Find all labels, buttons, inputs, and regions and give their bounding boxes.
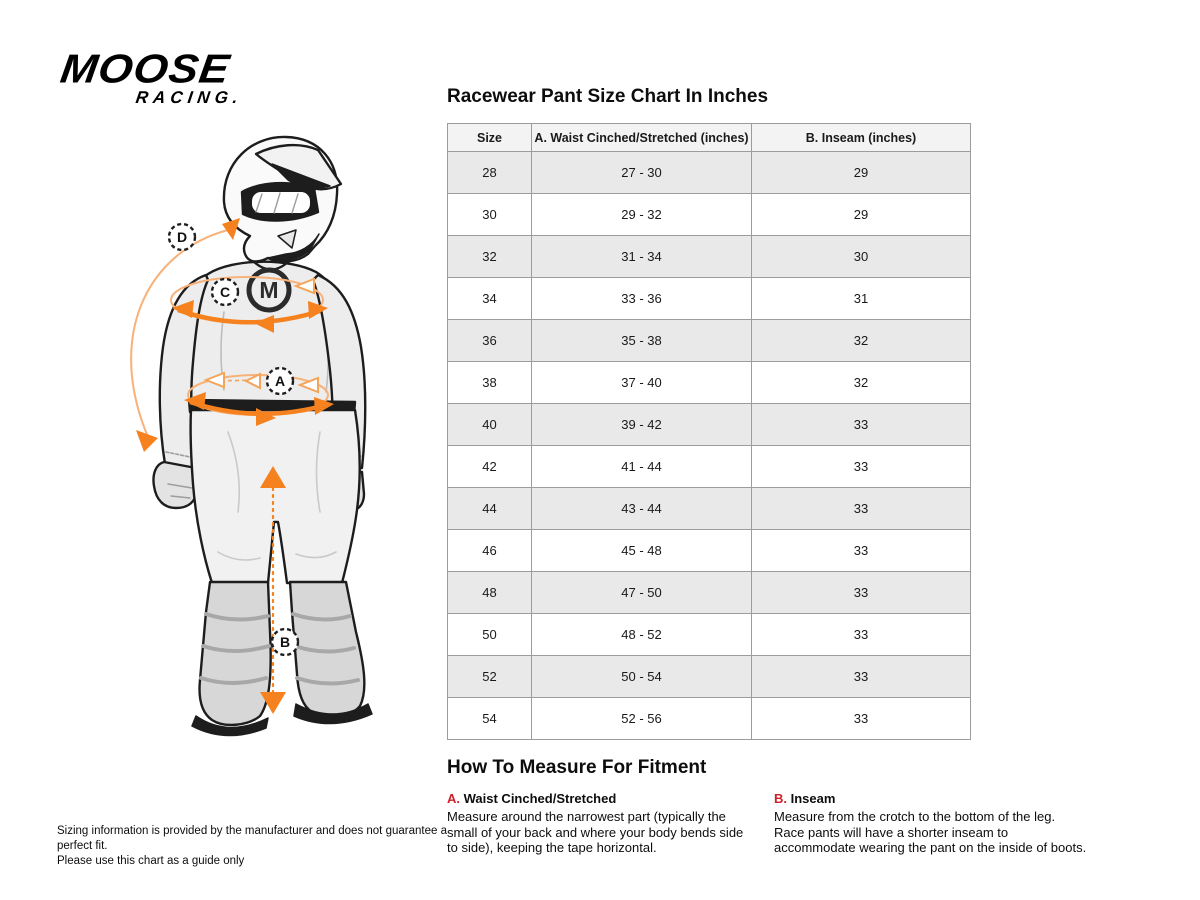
main-content [447,86,1092,856]
table-cell: 52 - 56 [532,698,752,740]
measure-item-inseam [774,791,1089,856]
table-cell: 36 [448,320,532,362]
table-cell: 35 - 38 [532,320,752,362]
svg-text:D: D [176,229,188,245]
column-header-waist: A. Waist Cinched/Stretched (inches) [532,124,752,152]
measure-item-waist-heading [447,791,747,806]
table-cell: 39 - 42 [532,404,752,446]
table-row [448,278,971,320]
table-cell: 33 [752,404,971,446]
table-cell: 37 - 40 [532,362,752,404]
table-cell: 44 [448,488,532,530]
table-row [448,614,971,656]
chart-title: Racewear Pant Size Chart In Inches [447,86,769,107]
column-header-size: Size [448,124,532,152]
table-cell: 50 [448,614,532,656]
table-row [448,698,971,740]
size-chart-table [447,123,971,740]
table-cell: 33 [752,656,971,698]
disclaimer-line1: Sizing information is provided by the manufacturer and does not guarantee a perfect fit. [57,824,447,852]
size-table-body [448,152,971,740]
table-header-row [448,124,971,152]
boots [192,582,372,736]
table-cell: 52 [448,656,532,698]
marker-badge-d [169,224,195,250]
table-cell: 27 - 30 [532,152,752,194]
measure-text-waist: Measure around the narrowest part (typically the small of your back and where your body bends side to side), keeping the tape horizontal. [447,809,744,855]
goggle-lens [252,192,310,213]
measure-text-inseam: Measure from the crotch to the bottom of the leg. Race pants will have a shorter inseam to accommodate wearing the pant on the inside of boots. [774,809,1087,855]
marker-badge-c [212,279,238,305]
jersey-moose-logo [249,270,289,310]
table-cell: 54 [448,698,532,740]
measure-label-waist: Waist Cinched/Stretched [463,791,617,806]
how-to-measure-title: How To Measure For Fitment [447,757,707,778]
pants [191,410,360,583]
table-cell: 47 - 50 [532,572,752,614]
table-cell: 28 [448,152,532,194]
how-to-measure-section [447,757,1092,856]
table-cell: 32 [752,320,971,362]
table-row [448,362,971,404]
table-cell: 33 [752,572,971,614]
table-cell: 40 [448,404,532,446]
disclaimer [57,824,447,869]
svg-text:C: C [219,284,231,300]
table-cell: 30 [752,236,971,278]
table-cell: 43 - 44 [532,488,752,530]
brand-logo-racing: RACING. [134,88,244,107]
table-row [448,152,971,194]
table-cell: 33 - 36 [532,278,752,320]
measure-item-inseam-heading [774,791,1089,806]
disclaimer-line2: Please use this chart as a guide only [57,854,245,867]
table-cell: 38 [448,362,532,404]
table-cell: 42 [448,446,532,488]
table-cell: 33 [752,488,971,530]
table-cell: 46 [448,530,532,572]
table-cell: 41 - 44 [532,446,752,488]
table-cell: 50 - 54 [532,656,752,698]
table-cell: 48 [448,572,532,614]
table-row [448,446,971,488]
table-cell: 30 [448,194,532,236]
svg-text:A: A [274,373,286,389]
marker-badge-b [272,629,298,655]
table-row [448,236,971,278]
table-cell: 33 [752,614,971,656]
table-row [448,656,971,698]
brand-logo [58,46,258,108]
table-row [448,320,971,362]
svg-text:B: B [279,634,291,650]
jersey-logo-letter: M [259,277,279,303]
table-cell: 32 [752,362,971,404]
rider-measurement-figure [28,112,433,757]
table-row [448,404,971,446]
measure-item-waist [447,791,747,856]
table-cell: 29 - 32 [532,194,752,236]
table-cell: 29 [752,152,971,194]
measure-letter-a: A. [447,791,460,806]
table-row [448,530,971,572]
table-cell: 33 [752,530,971,572]
table-cell: 29 [752,194,971,236]
table-cell: 31 [752,278,971,320]
table-row [448,488,971,530]
measure-letter-b: B. [774,791,787,806]
table-cell: 33 [752,698,971,740]
table-cell: 48 - 52 [532,614,752,656]
table-cell: 32 [448,236,532,278]
helmet [224,137,341,262]
table-cell: 45 - 48 [532,530,752,572]
table-cell: 34 [448,278,532,320]
measure-label-inseam: Inseam [790,791,836,806]
column-header-inseam: B. Inseam (inches) [752,124,971,152]
table-cell: 33 [752,446,971,488]
table-row [448,572,971,614]
rider-figure-svg [28,112,433,757]
table-cell: 31 - 34 [532,236,752,278]
table-row [448,194,971,236]
brand-logo-moose: MOOSE [57,46,233,92]
marker-badge-a [267,368,293,394]
